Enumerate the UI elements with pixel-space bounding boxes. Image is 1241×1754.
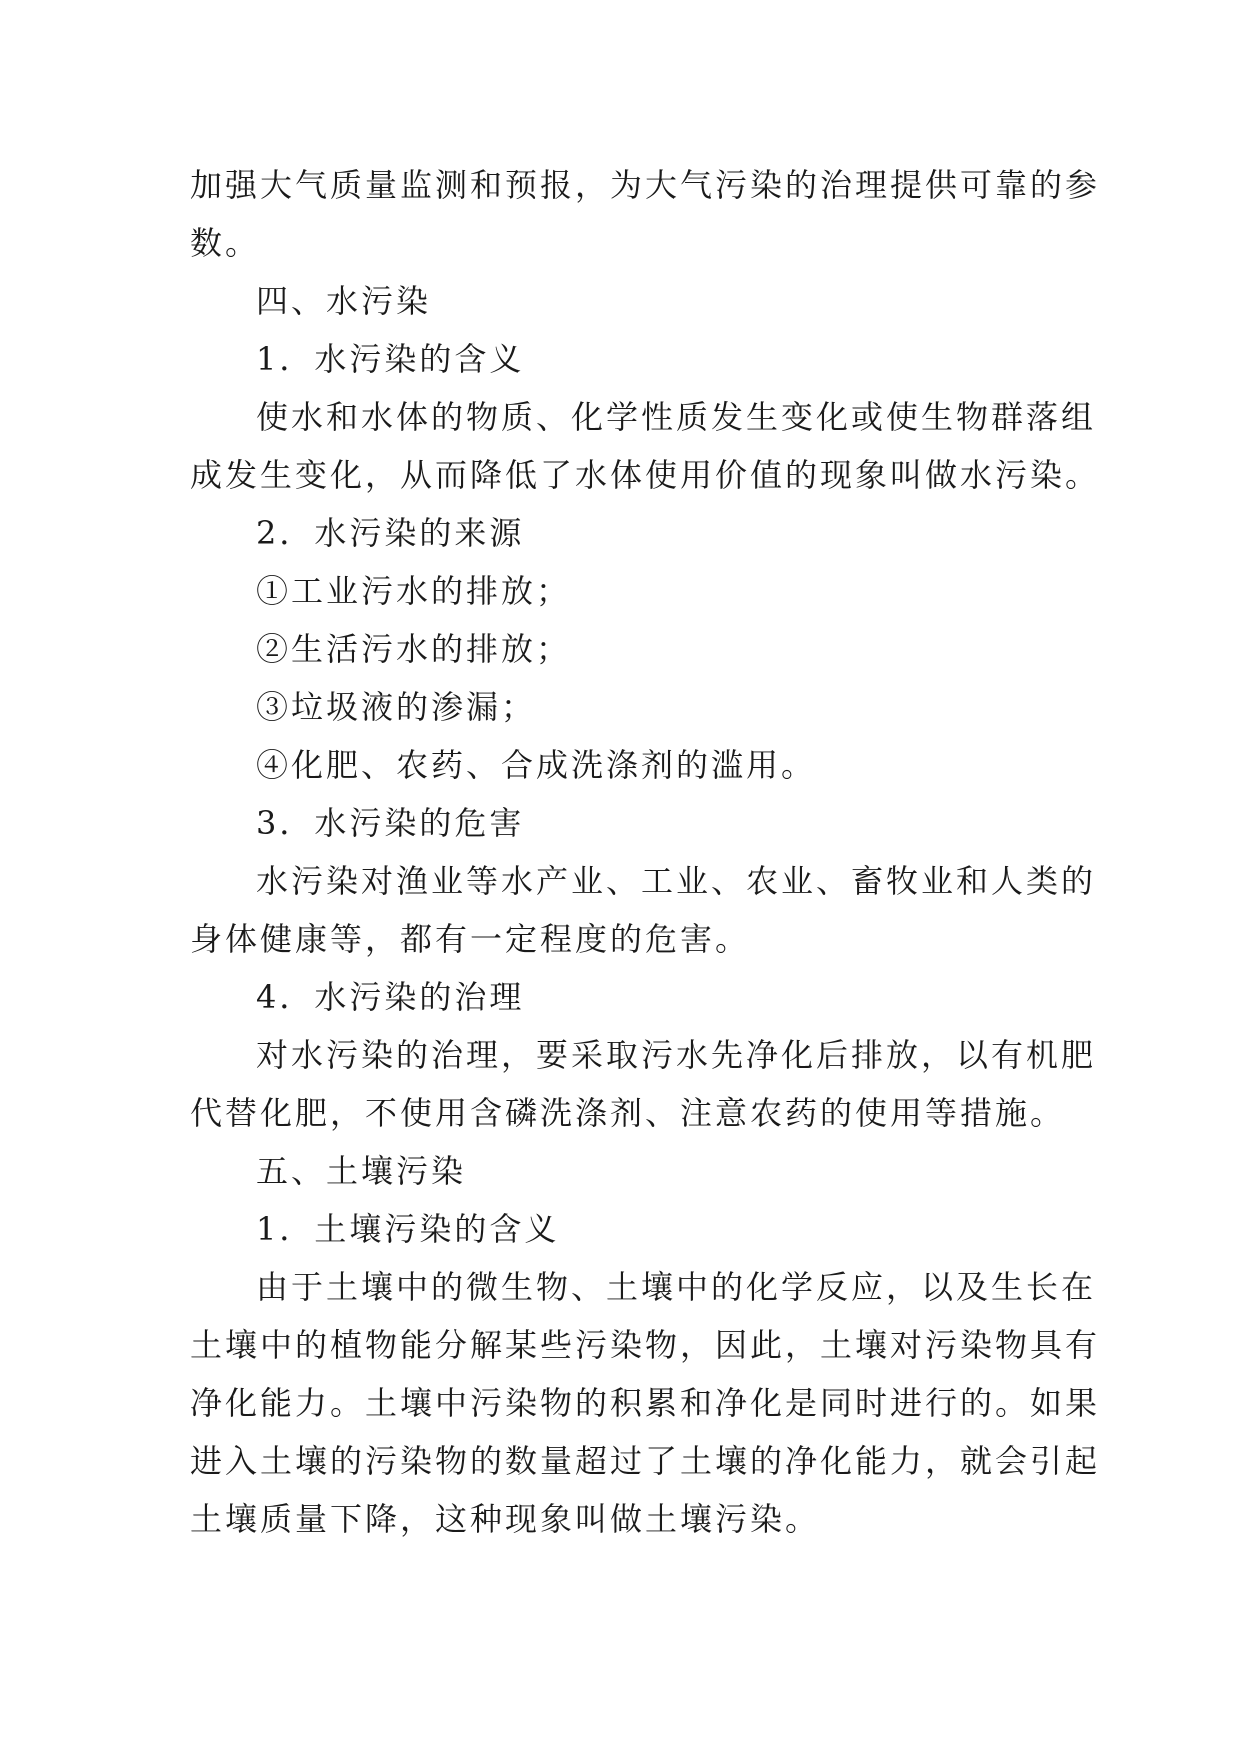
list-item: ③垃圾液的渗漏；	[256, 688, 537, 726]
paragraph-line: 净化能力。土壤中污染物的积累和净化是同时进行的。如果	[190, 1384, 1101, 1422]
subsection-heading: 1．水污染的含义	[256, 340, 525, 378]
subsection-heading: 3．水污染的危害	[256, 804, 525, 842]
paragraph-line: 加强大气质量监测和预报，为大气污染的治理提供可靠的参	[190, 166, 1101, 204]
paragraph-line: 进入土壤的污染物的数量超过了土壤的净化能力，就会引起	[190, 1442, 1101, 1480]
paragraph-line: 使水和水体的物质、化学性质发生变化或使生物群落组	[256, 398, 1097, 436]
document-page	[190, 156, 1101, 1548]
paragraph-line: 对水污染的治理，要采取污水先净化后排放，以有机肥	[256, 1036, 1097, 1074]
list-item: ①工业污水的排放；	[256, 572, 572, 610]
paragraph-line: 代替化肥，不使用含磷洗涤剂、注意农药的使用等措施。	[190, 1094, 1066, 1132]
paragraph-line: 土壤质量下降，这种现象叫做土壤污染。	[190, 1500, 821, 1538]
section-heading: 五、土壤污染	[256, 1152, 467, 1190]
paragraph-line: 成发生变化，从而降低了水体使用价值的现象叫做水污染。	[190, 456, 1101, 494]
paragraph-line: 身体健康等，都有一定程度的危害。	[190, 920, 751, 958]
paragraph-line: 水污染对渔业等水产业、工业、农业、畜牧业和人类的	[256, 862, 1097, 900]
list-item: ④化肥、农药、合成洗涤剂的滥用。	[256, 746, 817, 784]
paragraph-line: 由于土壤中的微生物、土壤中的化学反应，以及生长在	[256, 1268, 1097, 1306]
subsection-heading: 1．土壤污染的含义	[256, 1210, 560, 1248]
subsection-heading: 4．水污染的治理	[256, 978, 525, 1016]
section-heading: 四、水污染	[256, 282, 432, 320]
subsection-heading: 2．水污染的来源	[256, 514, 525, 552]
paragraph-line: 土壤中的植物能分解某些污染物，因此，土壤对污染物具有	[190, 1326, 1101, 1364]
paragraph-line: 数。	[190, 224, 261, 262]
list-item: ②生活污水的排放；	[256, 630, 572, 668]
